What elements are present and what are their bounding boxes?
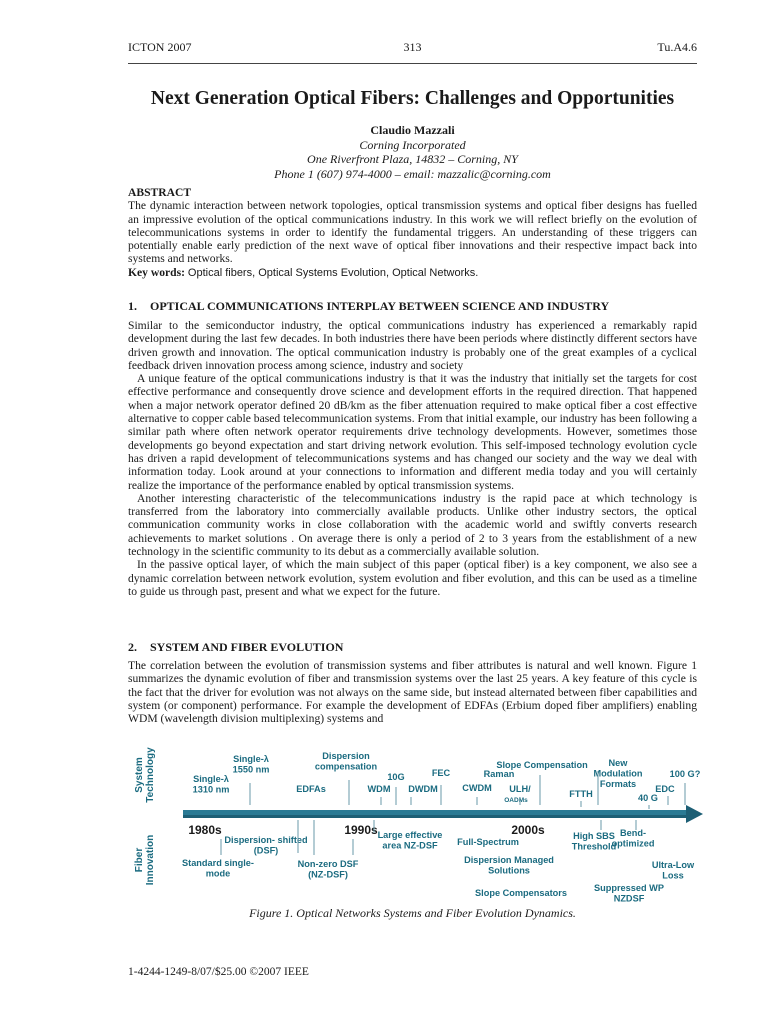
fiber-label-2: Non-zero DSF (NZ-DSF) <box>297 859 359 880</box>
system-label-5: 10G <box>387 772 405 782</box>
header-rule <box>128 63 697 64</box>
system-label-16: 100 G? <box>669 769 701 779</box>
fiber-label-10: Ultra-Low Loss <box>651 860 695 881</box>
system-label-2: EDFAs <box>296 784 326 794</box>
keywords-value: Optical fibers, Optical Systems Evolution, Optical Networks. <box>187 266 479 279</box>
section1-body <box>128 319 697 598</box>
system-label-8: CWDM <box>462 783 492 793</box>
author-address: One Riverfront Plaza, 14832 – Corning, NY <box>307 152 518 167</box>
page-footer: 1-4244-1249-8/07/$25.00 ©2007 IEEE <box>128 966 309 978</box>
section1-paragraph-4: In the passive optical layer, of which the main subject of this paper (optical fiber) is a key component, we also see a dynamic correlation between network evolution, system evolution and fiber evolution, and this can be used as a timeline to guide us through past, present and what we expect for the future. <box>128 558 697 598</box>
system-label-3: Dispersion compensation <box>314 751 378 772</box>
fiber-label-9: Suppressed WP NZDSF <box>594 883 664 904</box>
paper-title: Next Generation Optical Fibers: Challenges and Opportunities <box>150 88 675 109</box>
system-label-12: Slope Compensation <box>496 760 588 770</box>
keywords-line <box>128 266 697 280</box>
decade-label-1990s: 1990s <box>344 823 378 837</box>
system-label-0: Single-λ 1310 nm <box>192 774 230 795</box>
system-label-10: ULH/ <box>509 784 531 794</box>
system-label-15: 40 G <box>638 793 658 803</box>
header-conference: ICTON 2007 <box>128 40 192 54</box>
figure-1-timeline <box>128 735 718 935</box>
author-block <box>128 123 697 181</box>
fiber-label-7: High SBS Threshold <box>571 831 617 852</box>
system-label-17: EDC <box>655 784 675 794</box>
author-contact: Phone 1 (607) 974-4000 – email: mazzalic@corning.com <box>274 166 551 181</box>
system-label-7: FEC <box>431 768 451 778</box>
system-label-4: WDM <box>367 784 391 794</box>
section2-heading <box>128 640 697 655</box>
system-label-6: DWDM <box>408 784 438 794</box>
section1-paragraph-3: Another interesting characteristic of the telecommunications industry is the rapid pace at which technology is transferred from the laboratory into commercially available products. Unlike other industry sectors, the optical communication community works in close collaboration with the academic world and swiftly converts research achievements to market solutions . On average there is only a period of 2 to 3 years from the establishment of a new technology in the scientific community to its debut as a commercially available solution. <box>128 491 697 559</box>
fiber-label-3: Large effective area NZ-DSF <box>377 830 443 851</box>
fiber-label-4: Full-Spectrum <box>457 837 519 847</box>
section1-paragraph-1: Similar to the semiconductor industry, the optical communications industry has experienced a remarkably rapid development during the last few decades. In both industries there have been periods where distinctly different sectors have driven growth and innovation. The optical communication industry is probably one of the great examples of a cyclical feedback driven innovation process among science, industry and society <box>128 319 697 372</box>
header-page-number: 313 <box>403 40 422 54</box>
page-header <box>128 40 697 58</box>
abstract-text: The dynamic interaction between network topologies, optical transmission systems and optical fiber designs has fuelled an impressive evolution of the optical communications industry. In this work we will reflect briefly on the evolution of telecommunications systems in order to identify the fundamental triggers. An understanding of these triggers can potentially enable early prediction of the next wave of optical fiber innovations and their respective impact back into systems and networks. <box>128 199 697 266</box>
timeline-bar-shade <box>183 815 688 818</box>
fiber-label-6: Slope Compensators <box>475 888 567 898</box>
system-label-1: Single-λ 1550 nm <box>232 754 270 775</box>
section1-paragraph-2: A unique feature of the optical communications industry is that it was the industry that initially set the targets for cost effective performance and consequently drove science and development efforts in the required direction. That happened when a major network operator defined 20 dB/km as the fiber attenuation required to make optical fiber a cost effective alternative to copper cable based telecommunication systems. From that initial example, our industry has been following a similar path where often network operator requirements drive technology developments. However, sometimes those developments go beyond expectation and start driving network evolution. This self-imposed technology evolution cycle has driven a rapid development of telecommunications systems and has changed our society and the way we deal with information today. Look around at your connections to information and different media today and you will certainly realize the importance of the performance enabled by optical transmission systems. <box>128 372 697 492</box>
section2-paragraph-1: The correlation between the evolution of transmission systems and fiber attributes is natural and well known. Figure 1 summarizes the dynamic evolution of fiber and transmission systems over the last 25 years. A key feature of this cycle is the fact that the driver for evolution was not always on the same side, but instead alternated between fiber capabilities and system (or component) performance. For example the development of EDFAs (Erbium doped fiber amplifiers) enabling WDM (wavelength division multiplexing) systems and <box>128 659 697 726</box>
author-name: Claudio Mazzali <box>370 123 455 137</box>
section1-title: OPTICAL COMMUNICATIONS INTERPLAY BETWEEN SCIENCE AND INDUSTRY <box>150 299 610 313</box>
section2-body <box>128 659 697 725</box>
keywords-label: Key words: <box>128 265 185 279</box>
fiber-label-8: Bend-optimized <box>611 828 655 849</box>
system-label-14: New Modulation Formats <box>593 758 643 789</box>
timeline-arrowhead <box>686 805 703 823</box>
decade-label-2000s: 2000s <box>511 823 545 837</box>
figure-caption: Figure 1. Optical Networks Systems and Fiber Evolution Dynamics. <box>249 906 576 920</box>
section2-number: 2. <box>128 640 137 654</box>
system-label-13: FTTH <box>569 789 593 799</box>
row-label-fiber-innovation: FiberInnovation <box>134 834 156 886</box>
section1-heading <box>128 299 697 314</box>
abstract-heading: ABSTRACT <box>128 186 192 199</box>
section2-title: SYSTEM AND FIBER EVOLUTION <box>150 640 344 654</box>
system-label-11: OADMs <box>504 797 528 804</box>
fiber-label-1: Dispersion- shifted (DSF) <box>224 835 308 856</box>
row-label-system-technology: SystemTechnology <box>134 747 156 803</box>
fiber-label-0: Standard single-mode <box>182 858 254 879</box>
author-affiliation: Corning Incorporated <box>359 137 466 152</box>
abstract-block <box>128 186 697 280</box>
section1-number: 1. <box>128 299 137 313</box>
decade-label-1980s: 1980s <box>188 823 222 837</box>
header-session-code: Tu.A4.6 <box>657 40 697 54</box>
fiber-label-5: Dispersion Managed Solutions <box>464 855 554 876</box>
system-label-9: Raman <box>483 769 515 779</box>
